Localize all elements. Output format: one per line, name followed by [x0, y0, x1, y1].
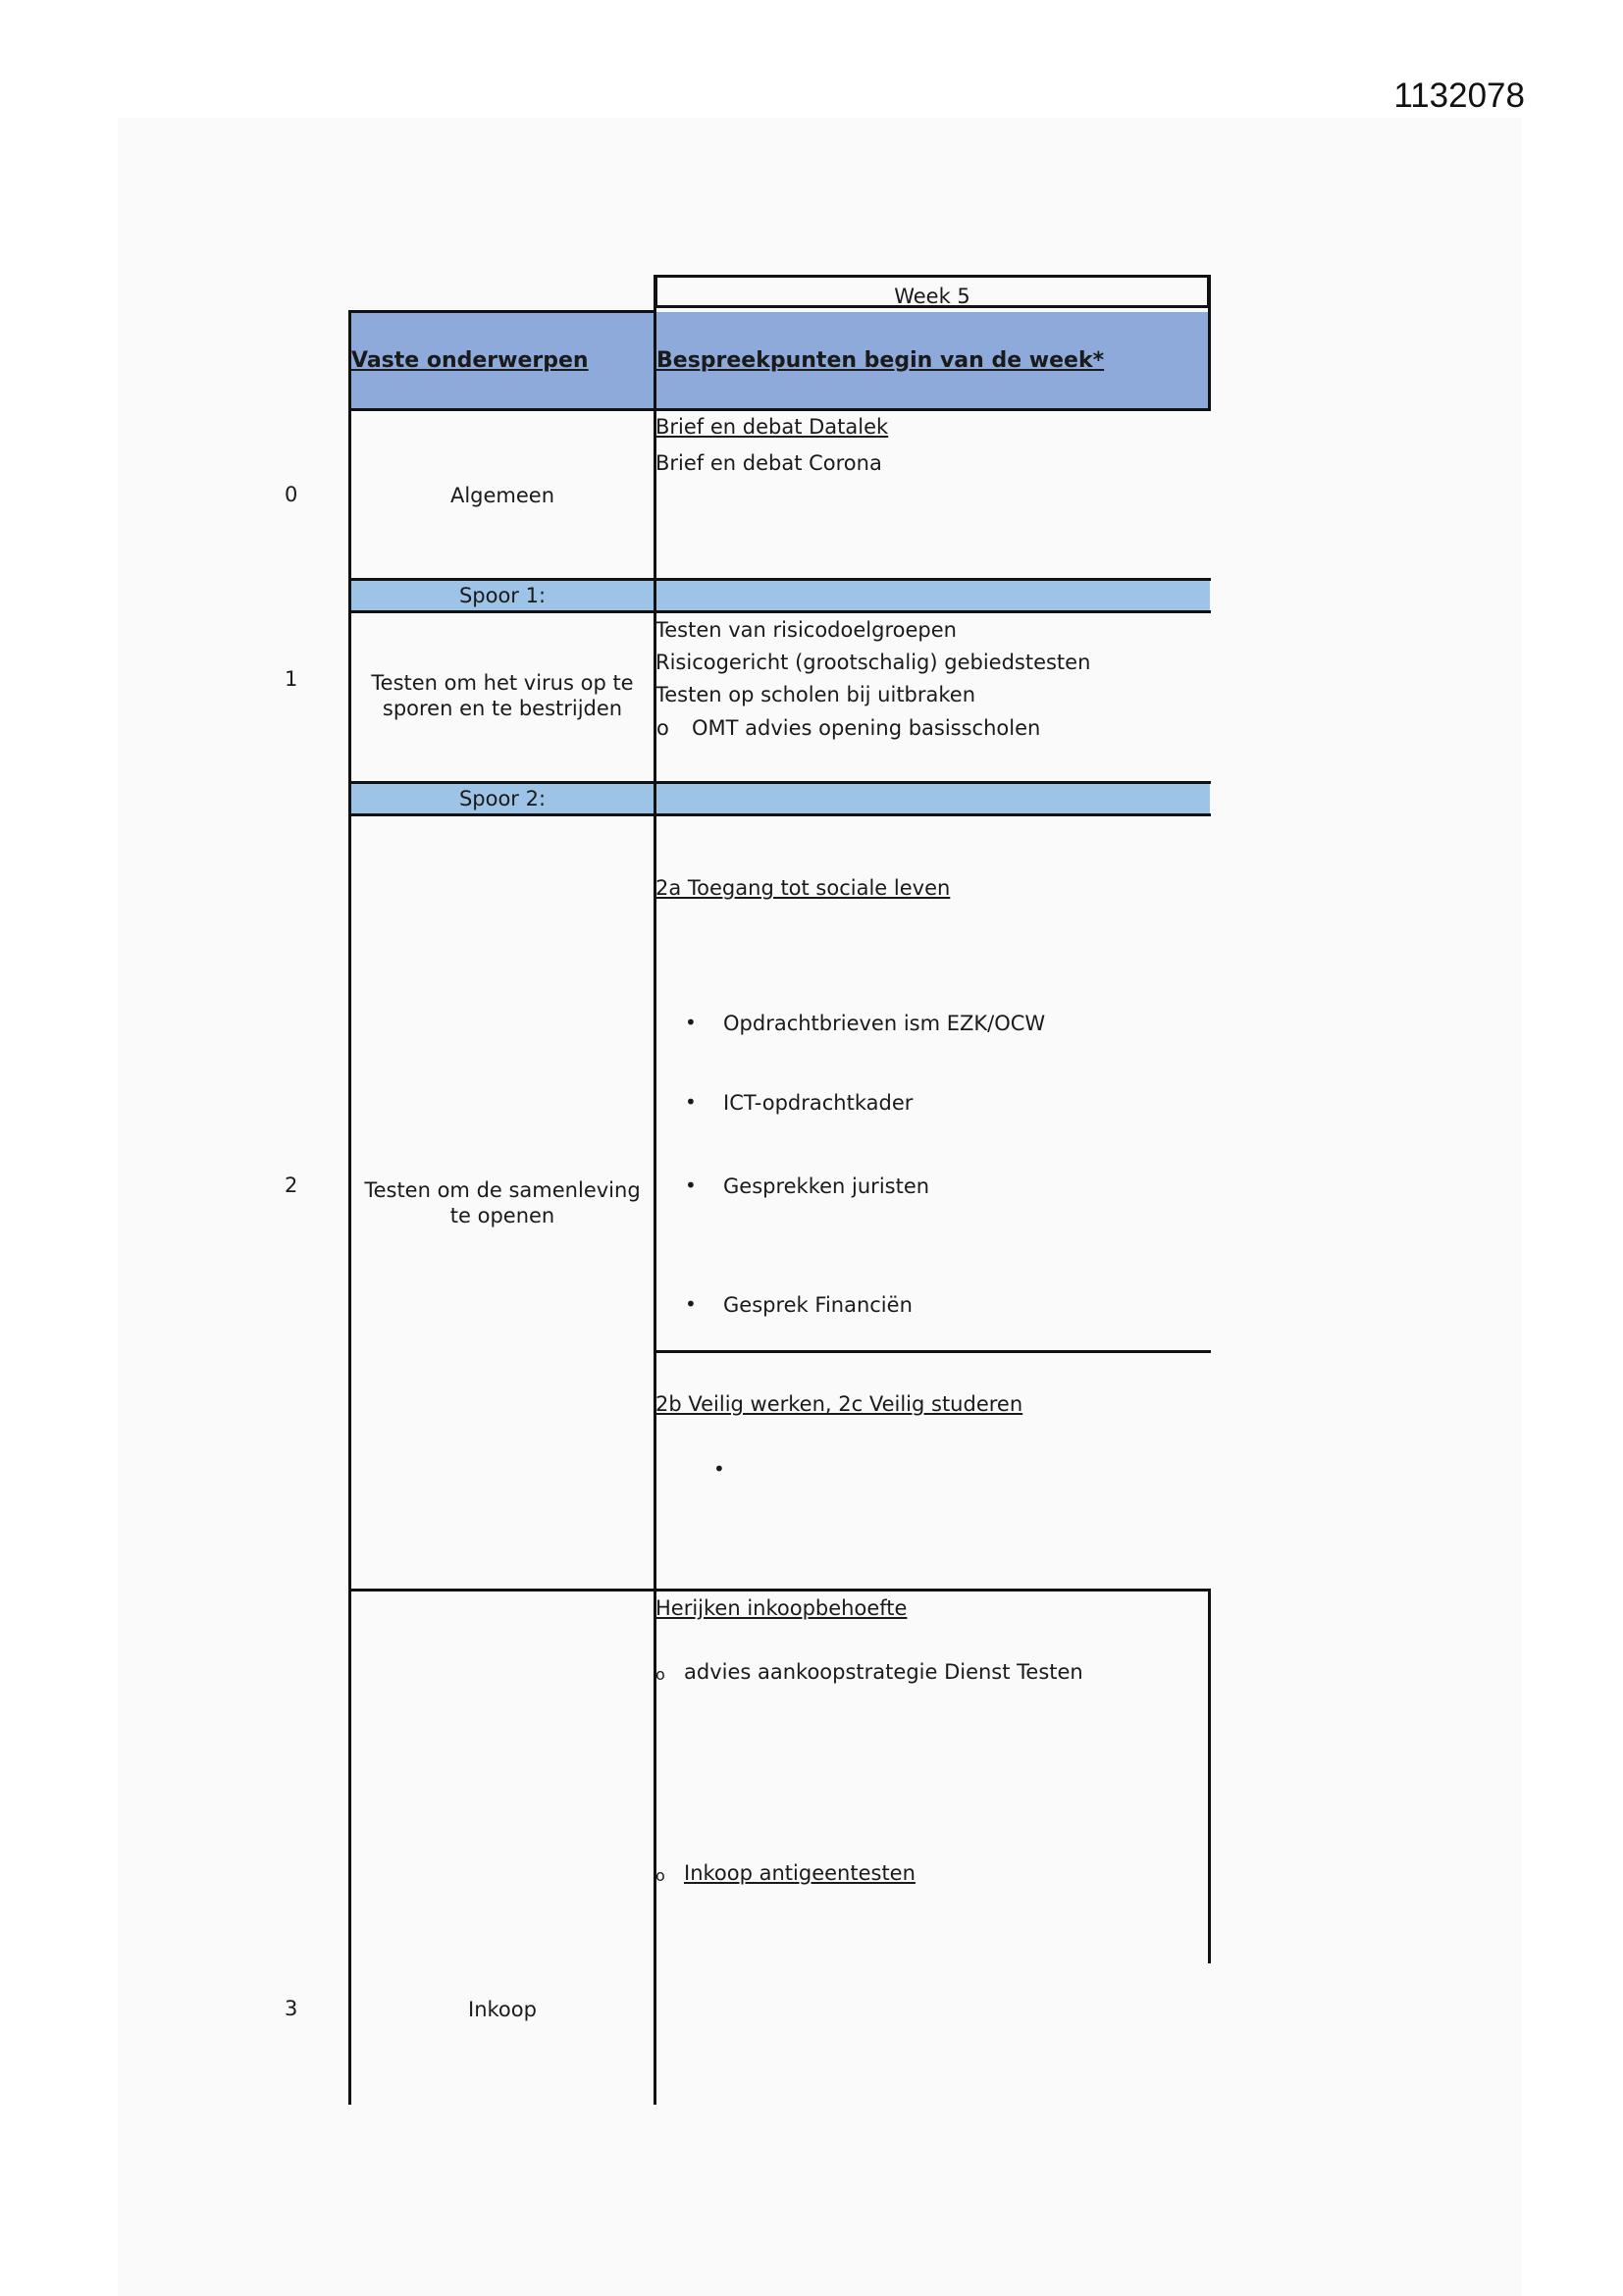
grid-algemeen-bottom [348, 578, 1211, 581]
row1-sub-item-omt: OMT advies opening basisscholen [692, 716, 1041, 740]
header-col1-title: Vaste onderwerpen [351, 348, 589, 373]
row2-item-opdrachtbrieven: Opdrachtbrieven ism EZK/OCW [723, 1012, 1046, 1035]
grid-row1-bottom [348, 781, 1211, 784]
header-col2-title: Bespreekpunten begin van de week* [656, 348, 1105, 373]
row1-title-line2: sporen en te bestrijden [382, 697, 623, 720]
row2-title-line1: Testen om de samenleving [364, 1178, 641, 1202]
spoor2-fill-col2 [655, 783, 1210, 814]
row2-section-2a[interactable]: 2a Toegang tot sociale leven [655, 876, 951, 900]
row2-bullet-1: • [685, 1011, 697, 1034]
grid-spoor1-bottom [348, 610, 1211, 613]
row-number-2: 2 [285, 1174, 298, 1197]
spoor1-label: Spoor 1: [458, 584, 547, 607]
week-label: Week 5 [894, 285, 970, 308]
row2-item-financien: Gesprek Financiën [723, 1293, 913, 1317]
row3-sub-item-antigeentesten[interactable]: Inkoop antigeentesten [684, 1861, 916, 1885]
row1-item-scholen: Testen op scholen bij uitbraken [655, 683, 976, 706]
row-number-0: 0 [285, 483, 298, 506]
grid-right-border-inkoop [1208, 1591, 1211, 1963]
grid-spoor2-bottom [348, 813, 1211, 816]
row3-sub-marker-2: o [655, 1866, 665, 1885]
row-title-algemeen: Algemeen [449, 484, 555, 507]
row3-sub-item-advies: advies aankoopstrategie Dienst Testen [684, 1660, 1083, 1684]
row1-item-risicodoelgroepen: Testen van risicodoelgroepen [655, 618, 957, 642]
document-number: 1132078 [1393, 77, 1525, 115]
row-number-3: 3 [285, 1997, 298, 2020]
row2-bullet-2: • [685, 1090, 697, 1114]
row2-section-2b-2c[interactable]: 2b Veilig werken, 2c Veilig studeren [655, 1392, 1023, 1416]
row1-title-line1: Testen om het virus op te [371, 671, 634, 695]
row3-title-inkoop: Inkoop [468, 1998, 537, 2021]
page-background [118, 118, 1521, 2296]
grid-right-border-top [1208, 275, 1211, 409]
spoor2-label: Spoor 2: [458, 787, 547, 810]
grid-header-top [348, 310, 655, 313]
algemeen-item-datalek[interactable]: Brief en debat Datalek [655, 415, 889, 439]
row2-title-line2: te openen [449, 1204, 555, 1227]
row2-bullet-3: • [685, 1174, 697, 1197]
row3-sub-marker-1: o [655, 1665, 665, 1684]
algemeen-item-corona: Brief en debat Corona [655, 451, 882, 475]
grid-2a-bottom [654, 1350, 1211, 1353]
row1-sub-marker: o [656, 716, 669, 740]
spoor1-fill-col2 [655, 580, 1210, 611]
grid-header-bottom [348, 408, 1211, 411]
row2-item-ict: ICT-opdrachtkader [723, 1091, 914, 1115]
grid-middle-border [654, 275, 656, 2105]
row-number-1: 1 [285, 667, 298, 691]
row2-bullet-empty: • [713, 1457, 725, 1481]
row3-heading-herijken[interactable]: Herijken inkoopbehoefte [655, 1596, 908, 1620]
row2-bullet-4: • [685, 1292, 697, 1316]
row2-item-juristen: Gesprekken juristen [723, 1174, 930, 1198]
grid-row2-bottom [348, 1589, 1211, 1592]
row1-item-gebiedstesten: Risicogericht (grootschalig) gebiedstesten [655, 651, 1091, 674]
